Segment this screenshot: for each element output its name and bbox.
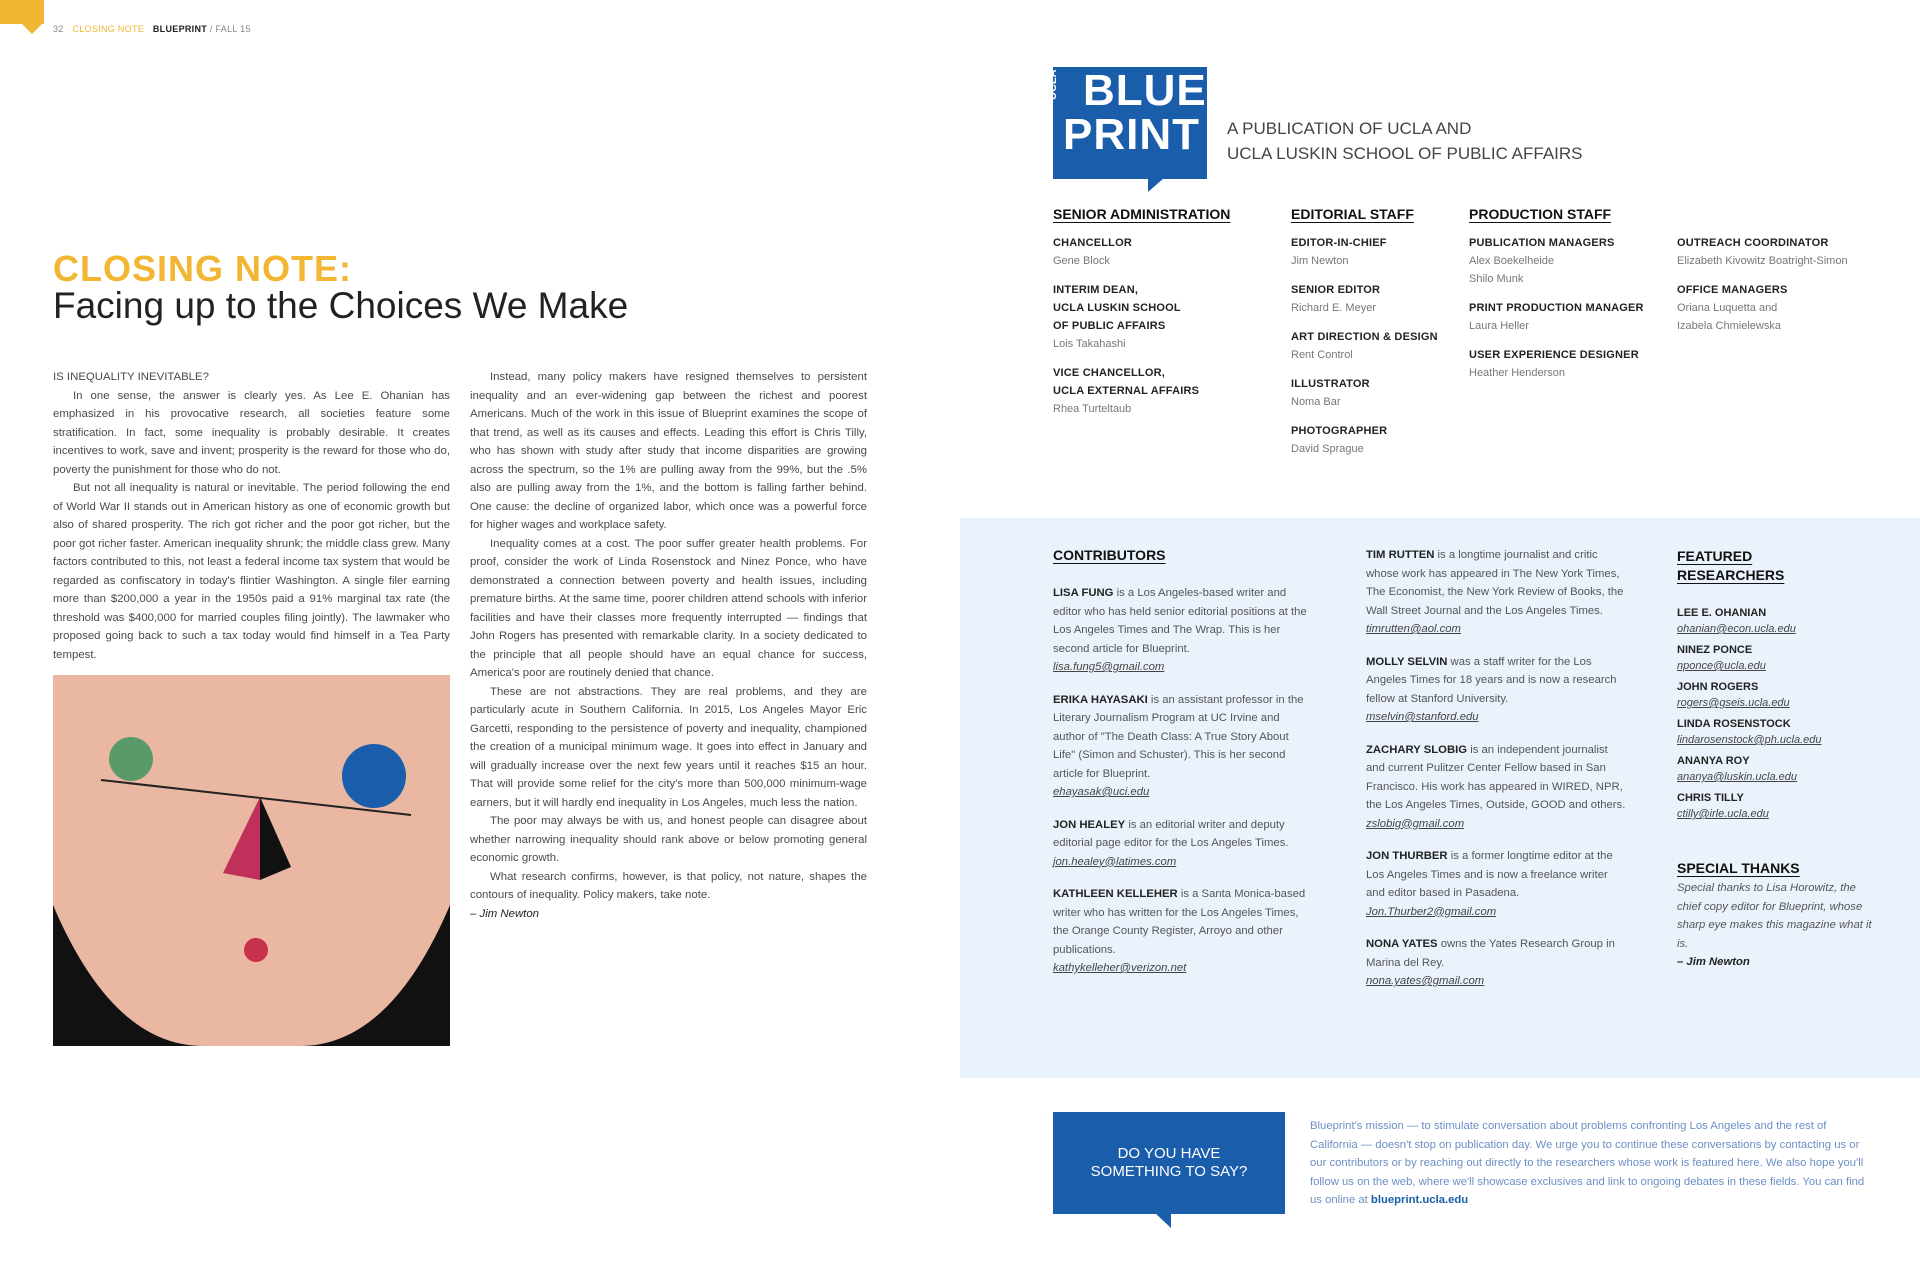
staff-name: David Sprague: [1291, 443, 1364, 455]
researcher-name: LEE E. OHANIAN: [1677, 607, 1767, 619]
contributor-bio: is a longtime journalist and critic whose work has appeared in The New York Times, The Economist, the New York Review of Books, the Wall Street Journal and the Los Angeles Times.: [1366, 549, 1624, 617]
masthead-tagline: [1227, 116, 1583, 166]
speech-bubble-tail-icon: [1148, 178, 1164, 192]
contributor-bio: is an independent journalist and current Pulitzer Center Fellow based in San Francisco. His work has appeared in WIRED, NPR, the Los Angeles Times, Outside, GOOD and others.: [1366, 743, 1626, 811]
contributors-column-1: [1053, 584, 1311, 992]
logo-blue-text: BLUE: [1083, 66, 1207, 115]
researcher-email-link[interactable]: ctilly@irle.ucla.edu: [1677, 808, 1769, 820]
speech-bubble-tail-icon: [1155, 1213, 1171, 1228]
contributor-bio: owns the Yates Research Group in Marina del Rey.: [1366, 938, 1615, 969]
contributor-email-link[interactable]: mselvin@stanford.edu: [1366, 711, 1479, 723]
contributor-bio: is a Los Angeles-based writer and editor who has held senior editorial positions at the Los Angeles Times and The Wrap. This is her second article for Blueprint.: [1053, 587, 1307, 655]
staff-role: PHOTOGRAPHER: [1291, 425, 1388, 437]
contributor-bio: is a former longtime editor at the Los Angeles Times and is now a freelance writer and editor based in Pasadena.: [1366, 850, 1613, 899]
contributor-name: KATHLEEN KELLEHER: [1053, 888, 1178, 900]
featured-heading-line-2: RESEARCHERS: [1677, 567, 1785, 583]
researcher-name: CHRIS TILLY: [1677, 792, 1744, 804]
article-column-left: [53, 368, 450, 664]
tagline-line-2: UCLA LUSKIN SCHOOL OF PUBLIC AFFAIRS: [1227, 144, 1583, 163]
senior-admin-list: [1053, 234, 1253, 429]
face-illustration: [53, 675, 450, 1046]
logo-print-text: PRINT: [1063, 110, 1200, 159]
contributor-entry: [1366, 653, 1626, 727]
contributor-email-link[interactable]: kathykelleher@verizon.net: [1053, 962, 1187, 974]
contributor-entry: [1053, 816, 1311, 872]
contributor-name: NONA YATES: [1366, 938, 1438, 950]
special-thanks-signature: – Jim Newton: [1677, 956, 1750, 968]
article-paragraph: In one sense, the answer is clearly yes. As Lee E. Ohanian has emphasized in his provocative research, all societies feature some stratification. In fact, some inequality is probably desirable. It creates incentives to work, save and invent; prosperity is the reward for those who do, poverty the punishment for those who do not.: [53, 389, 450, 476]
contributor-email-link[interactable]: zslobig@gmail.com: [1366, 817, 1465, 830]
production-extra-list: [1677, 234, 1907, 346]
tagline-line-1: A PUBLICATION OF UCLA AND: [1227, 119, 1472, 138]
researcher-name: JOHN ROGERS: [1677, 681, 1759, 693]
corner-tab-icon: [0, 0, 44, 24]
staff-entry: [1469, 346, 1664, 382]
researcher-name: LINDA ROSENSTOCK: [1677, 718, 1791, 730]
mouth-dot-icon: [244, 938, 268, 962]
blue-ball-icon: [342, 744, 406, 808]
contributor-bio: is a Santa Monica-based writer who has written for the Los Angeles Times, the Orange County Register, Arroyo and other publications.: [1053, 888, 1306, 956]
researcher-email-link[interactable]: rogers@gseis.ucla.edu: [1677, 697, 1790, 709]
staff-role: PRINT PRODUCTION MANAGER: [1469, 302, 1644, 314]
contributor-entry: [1053, 885, 1311, 978]
staff-role: CHANCELLOR: [1053, 237, 1132, 249]
researcher-email-link[interactable]: ananya@luskin.ucla.edu: [1677, 771, 1798, 783]
article-signature: – Jim Newton: [470, 907, 540, 920]
staff-role: SENIOR EDITOR: [1291, 284, 1381, 296]
running-head-section: CLOSING NOTE: [72, 24, 145, 34]
contributor-email-link[interactable]: Jon.Thurber2@gmail.com: [1366, 905, 1497, 918]
staff-name: Heather Henderson: [1469, 367, 1566, 379]
featured-heading-line-1: FEATURED: [1677, 548, 1753, 564]
featured-heading: [1677, 547, 1784, 585]
contributor-email-link[interactable]: timrutten@aol.com: [1366, 623, 1461, 635]
contributor-email-link[interactable]: jon.healey@latimes.com: [1053, 855, 1177, 868]
running-head-issue: / FALL 15: [209, 24, 251, 34]
staff-name: Shilo Munk: [1469, 273, 1524, 285]
editorial-heading: EDITORIAL STAFF: [1291, 206, 1414, 222]
callout-line-1: DO YOU HAVE: [1117, 1145, 1221, 1162]
staff-name: Rent Control: [1291, 349, 1353, 361]
researcher-email-link[interactable]: ohanian@econ.ucla.edu: [1677, 623, 1796, 635]
mission-text: [1310, 1117, 1865, 1210]
contributor-email-link[interactable]: lisa.fung5@gmail.com: [1053, 661, 1165, 673]
staff-entry: [1677, 234, 1907, 270]
contributor-name: TIM RUTTEN: [1366, 549, 1435, 561]
face-illustration-svg: [53, 675, 450, 1046]
staff-entry: [1291, 234, 1461, 270]
contributors-column-2: [1366, 546, 1626, 1005]
contributor-bio: is an editorial writer and deputy editorial page editor for the Los Angeles Times.: [1053, 818, 1289, 849]
green-ball-icon: [109, 737, 153, 781]
contributor-bio: is an assistant professor in the Literary Journalism Program at UC Irvine and author of "The Death Class: A True Story About Life" (Simon and Schuster). This is her second article for Blueprint.: [1053, 693, 1304, 780]
article-paragraph: Inequality comes at a cost. The poor suffer greater health problems. For proof, consider the work of Linda Rosenstock and Ninez Ponce, who have demonstrated a connection between poverty and health issues, including premature births. At the same time, poorer children attend schools with inferior facilities and have their classes more frequently interrupted — findings that John Rogers has presented with remarkable clarity. In a society dedicated to the principle that all people should have an equal chance for success, America's poor are routinely denied that chance.: [470, 537, 867, 679]
contributor-email-link[interactable]: nona.yates@gmail.com: [1366, 975, 1485, 987]
contributor-name: ZACHARY SLOBIG: [1366, 743, 1468, 756]
staff-role: VICE CHANCELLOR, UCLA EXTERNAL AFFAIRS: [1053, 367, 1200, 397]
contributor-bio: was a staff writer for the Los Angeles Times for 18 years and is now a research fellow at Stanford University.: [1366, 655, 1617, 705]
staff-entry: [1469, 234, 1664, 288]
article-paragraph: What research confirms, however, is that policy, not nature, shapes the contours of inequality. Policy makers, take note.: [470, 870, 867, 901]
logo-ucla-text: UCLA: [1047, 69, 1059, 100]
staff-name: Gene Block: [1053, 255, 1110, 267]
mission-body: Blueprint's mission — to stimulate conversation about problems confronting Los Angeles and the rest of California — doesn't stop on publication day. We urge you to continue these conversations by contacting us or our contributors or by reaching out directly to the researchers whose work is featured here. We also hope you'll follow us on the web, where we'll showcase exclusives and link to ongoing debates in these fields. You can find us online at: [1310, 1120, 1865, 1206]
featured-researchers-list: [1677, 605, 1907, 827]
contributor-name: JON HEALEY: [1053, 818, 1126, 831]
contributor-name: JON THURBER: [1366, 850, 1448, 862]
editorial-list: [1291, 234, 1461, 469]
website-link[interactable]: blueprint.ucla.edu: [1370, 1194, 1469, 1206]
staff-role: USER EXPERIENCE DESIGNER: [1469, 349, 1639, 361]
contributor-email-link[interactable]: ehayasak@uci.edu: [1053, 786, 1150, 798]
contributor-entry: [1366, 546, 1626, 639]
contributor-entry: [1366, 741, 1626, 834]
staff-entry: [1053, 234, 1253, 270]
article-headline: Facing up to the Choices We Make: [53, 285, 629, 326]
staff-entry: [1291, 422, 1461, 458]
something-to-say-callout: [1053, 1112, 1285, 1214]
contributor-name: ERIKA HAYASAKI: [1053, 693, 1148, 706]
staff-name: Oriana Luquetta and: [1677, 302, 1778, 314]
contributor-entry: [1053, 584, 1311, 677]
staff-name: Laura Heller: [1469, 320, 1529, 332]
contributor-entry: [1053, 691, 1311, 802]
researcher-name: ANANYA ROY: [1677, 755, 1750, 767]
staff-entry: [1291, 281, 1461, 317]
staff-name: Alex Boekelheide: [1469, 255, 1555, 267]
callout-line-2: SOMETHING TO SAY?: [1090, 1163, 1248, 1180]
production-heading: PRODUCTION STAFF: [1469, 206, 1612, 222]
staff-entry: [1677, 281, 1907, 335]
staff-role: OFFICE MANAGERS: [1677, 284, 1788, 296]
page-number: 32: [53, 24, 64, 34]
contributor-name: MOLLY SELVIN: [1366, 655, 1448, 668]
contributors-heading: CONTRIBUTORS: [1053, 547, 1166, 563]
researcher-name: NINEZ PONCE: [1677, 644, 1753, 656]
staff-name: Lois Takahashi: [1053, 338, 1126, 350]
staff-entry: [1469, 299, 1664, 335]
article-paragraph: The poor may always be with us, and honest people can disagree about whether narrowing inequality should rank above or below promoting general economic growth.: [470, 815, 867, 864]
researcher-email-link[interactable]: nponce@ucla.edu: [1677, 660, 1766, 672]
staff-entry: [1053, 364, 1253, 418]
staff-name: Richard E. Meyer: [1291, 302, 1376, 314]
article-paragraph: These are not abstractions. They are real problems, and they are particularly acute in Southern California. In 2015, Los Angeles Mayor Eric Garcetti, responding to the persistence of poverty and inequality, championed the creation of a municipal minimum wage. It goes into effect in January and will gradually increase over the next few years until it reaches $15 an hour. That will provide some relief for the city's more than 500,000 minimum-wage earners, but it will hardly end inequality in Los Angeles, much less the nation.: [470, 685, 867, 809]
staff-entry: [1291, 375, 1461, 411]
staff-name: Noma Bar: [1291, 396, 1341, 408]
production-list: [1469, 234, 1664, 393]
staff-role: INTERIM DEAN, UCLA LUSKIN SCHOOL OF PUBLIC AFFAIRS: [1053, 284, 1181, 332]
contributor-entry: [1366, 935, 1626, 991]
staff-name: Elizabeth Kivowitz Boatright-Simon: [1677, 255, 1848, 267]
special-thanks-text: [1677, 879, 1872, 972]
staff-role: OUTREACH COORDINATOR: [1677, 237, 1829, 249]
staff-entry: [1291, 328, 1461, 364]
contributor-entry: [1366, 847, 1626, 921]
article-column-right: [470, 368, 867, 923]
staff-role: ILLUSTRATOR: [1291, 378, 1370, 390]
article-paragraph: But not all inequality is natural or inevitable. The period following the end of World War II stands out in American history as one of economic growth but also of shared prosperity. The rich got richer and the poor got richer, but the poor got richer faster. American inequality shrunk; the middle class grew. Many factors contributed to this, not least a federal income tax system that would be regarded as confiscatory in today's flintier Washington. A single filer earning more than $200,000 a year in the 1950s paid a 91% marginal tax rate (the threshold was $400,000 for married couples filing jointly). The lawmaker who proposed going back to such a tax today would find himself in a Tea Party tempest.: [53, 482, 450, 661]
staff-role: EDITOR-IN-CHIEF: [1291, 237, 1387, 249]
senior-admin-heading: SENIOR ADMINISTRATION: [1053, 206, 1231, 222]
staff-name: Izabela Chmielewska: [1677, 320, 1781, 332]
staff-role: PUBLICATION MANAGERS: [1469, 237, 1615, 249]
article-paragraph: IS INEQUALITY INEVITABLE?: [53, 371, 209, 383]
staff-role: ART DIRECTION & DESIGN: [1291, 331, 1438, 343]
staff-entry: [1053, 281, 1253, 353]
staff-name: Rhea Turteltaub: [1053, 403, 1132, 415]
researcher-email-link[interactable]: lindarosenstock@ph.ucla.edu: [1677, 734, 1822, 746]
special-thanks-body: Special thanks to Lisa Horowitz, the chief copy editor for Blueprint, whose sharp eye makes this magazine what it is.: [1677, 882, 1872, 950]
article-kicker: CLOSING NOTE:: [53, 248, 352, 289]
running-head-publication: BLUEPRINT: [152, 24, 208, 34]
article-paragraph: Instead, many policy makers have resigned themselves to persistent inequality and an ever-widening gap between the richest and poorest Americans. Much of the work in this issue of Blueprint examines the scope of that trend, as well as its causes and effects. Leading this effort is Chris Tilly, who has shown with study after study that income disparities are growing across the spectrum, so the 1% are pulling away from the 99%, but the .5% also are pulling away from the 1%, and the bottom is falling farther behind. One cause: the decline of organized labor, which once was a powerful force for higher wages and workplace safety.: [470, 371, 867, 531]
staff-name: Jim Newton: [1291, 255, 1349, 267]
running-head: [53, 24, 251, 34]
special-thanks-heading: SPECIAL THANKS: [1677, 860, 1800, 876]
contributor-name: LISA FUNG: [1053, 587, 1114, 599]
